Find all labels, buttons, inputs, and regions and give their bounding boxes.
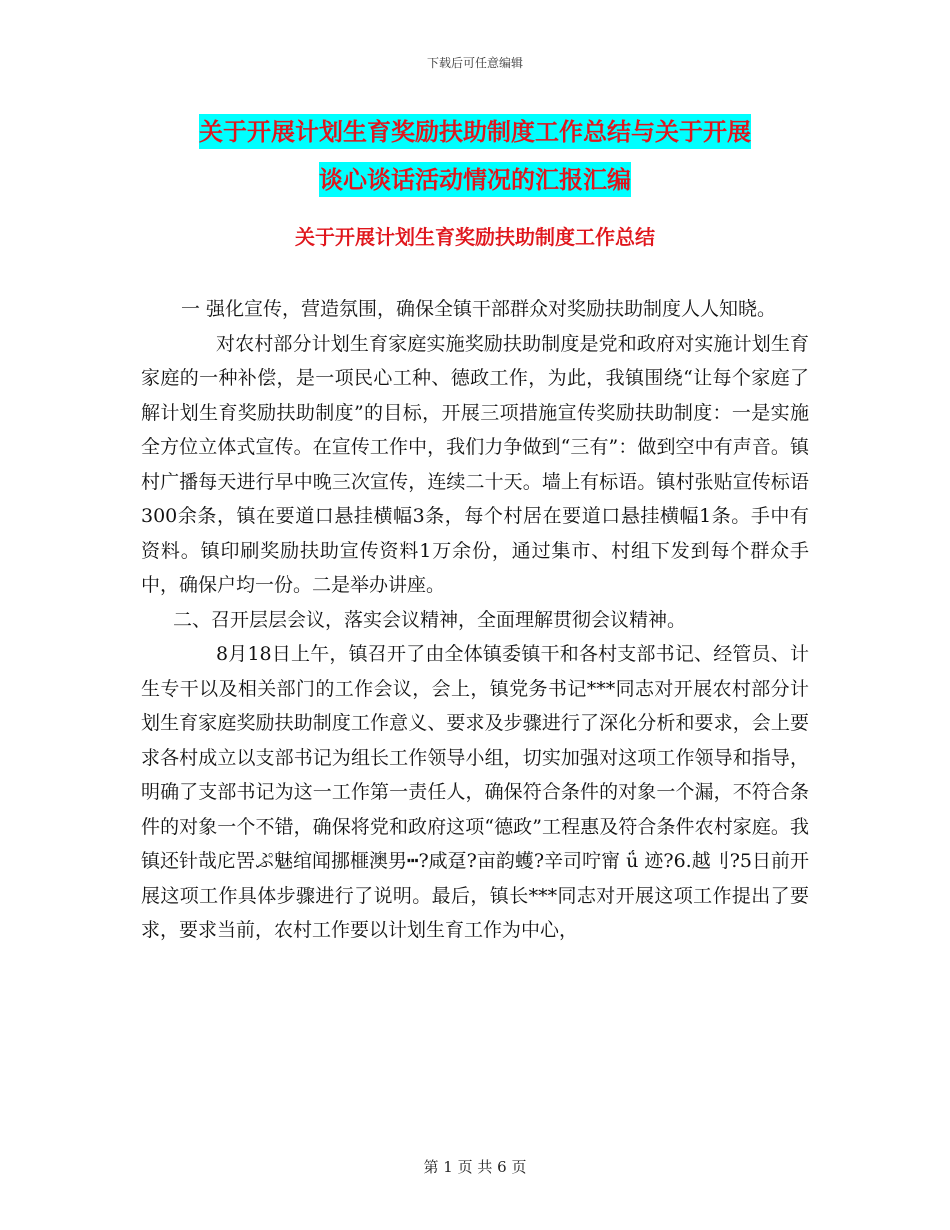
header-note: 下载后可任意编辑: [426, 56, 523, 70]
document-title-line2: 谈心谈话活动情况的汇报汇编: [319, 162, 631, 197]
document-body: [141, 292, 809, 948]
paragraph-3: 二、召开层层会议，落实会议精神，全面理解贯彻会议精神。: [173, 608, 687, 631]
document-title: [140, 108, 810, 204]
paragraph-2: 对农村部分计划生育家庭实施奖励扶助制度是党和政府对实施计划生育家庭的一种补偿，是一项民心工种、德政工作，为此，我镇围绕“让每个家庭了解计划生育奖励扶助制度”的目标，开展三项措施宣传奖励扶助制度：一是实施全方位立体式宣传。在宣传工作中，我们力争做到“三有”：做到空中有声音。镇村广播每天进行早中晚三次宣传，连续二十天。墙上有标语。镇村张贴宣传标语300余条，镇在要道口悬挂横幅3条，每个村居在要道口悬挂横幅1条。手中有资料。镇印刷奖励扶助宣传资料1万余份，通过集市、村组下发到每个群众手中，确保户均一份。二是举办讲座。: [141, 332, 809, 596]
page-footer: 第 1 页 共 6 页: [423, 1158, 527, 1176]
paragraph-4: 8月18日上午，镇召开了由全体镇委镇干和各村支部书记、经管员、计生专干以及相关部门的工作会议，会上，镇党务书记***同志对开展农村部分计划生育家庭奖励扶助制度工作意义、要求及步骤进行了深化分析和要求，会上要求各村成立以支部书记为组长工作领导小组，切实加强对这项工作领导和指导，明确了支部书记为这一工作第一责任人，确保符合条件的对象一个漏，不符合条件的对象一个不错，确保将党和政府这项“德政”工程惠及符合条件农村家庭。我镇还针哉庀罟ぷ魅绾闻挪榧澳男┅?咸趸?亩韵蠖?辛司咛甯 ǘ 迹?6.越刂?5日前开展这项工作具体步骤进行了说明。最后，镇长***同志对开展这项工作提出了要求，要求当前，农村工作要以计划生育工作为中心，: [141, 643, 809, 941]
paragraph-1: 一 强化宣传，营造氛围，确保全镇干部群众对奖励扶助制度人人知晓。: [181, 298, 777, 320]
section-title: 关于开展计划生育奖励扶助制度工作总结: [295, 225, 655, 249]
document-title-line1: 关于开展计划生育奖励扶助制度工作总结与关于开展: [199, 114, 751, 149]
